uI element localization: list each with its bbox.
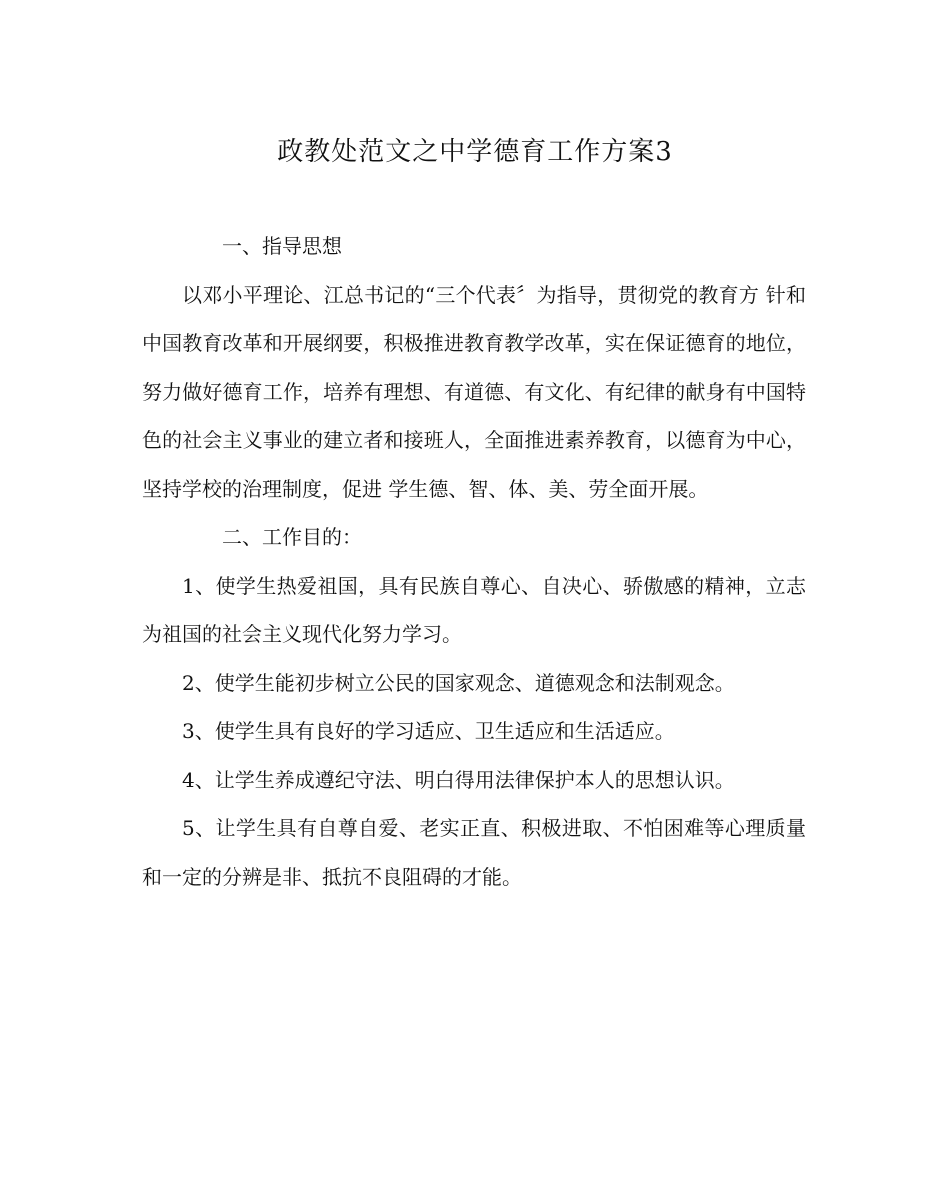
section-heading-work-goals: 二、工作目的：	[222, 525, 362, 549]
goal-item-3: 3、使学生具有良好的学习适应、卫生适应和生活适应。	[182, 719, 675, 743]
goal-item-1: 1、使学生热爱祖国，具有民族自尊心、自决心、骄傲感的精神，立志为祖国的社会主义现代化努力学习。	[142, 573, 806, 646]
document-title: 政教处范文之中学德育工作方案3	[277, 137, 673, 167]
goal-item-2: 2、使学生能初步树立公民的国家观念、道德观念和法制观念。	[182, 670, 735, 695]
paragraph-guiding-ideology: 以邓小平理论、江总书记的“三个代表〞为指导，贯彻党的教育方 针和中国教育改革和开展纲要，积极推进教育教学改革，实在保证德育的地位，努力做好德育工作，培养有理想、有道德、有文化、有纪律的献身有中国特色的社会主义事业的建立者和接班人，全面推进素养教育，以德育为中心，坚持学校的治理制度，促进 学生德、智、体、美、劳全面开展。	[142, 282, 806, 501]
goal-item-5: 5、让学生具有自尊自爱、老实正直、积极进取、不怕困难等心理质量和一定的分辨是非、抵抗不良阻碍的才能。	[142, 816, 806, 889]
document-body	[142, 222, 806, 901]
goal-item-4: 4、让学生养成遵纪守法、明白得用法律保护本人的思想认识。	[182, 767, 735, 792]
section-heading-guiding-ideology: 一、指导思想	[222, 234, 342, 258]
